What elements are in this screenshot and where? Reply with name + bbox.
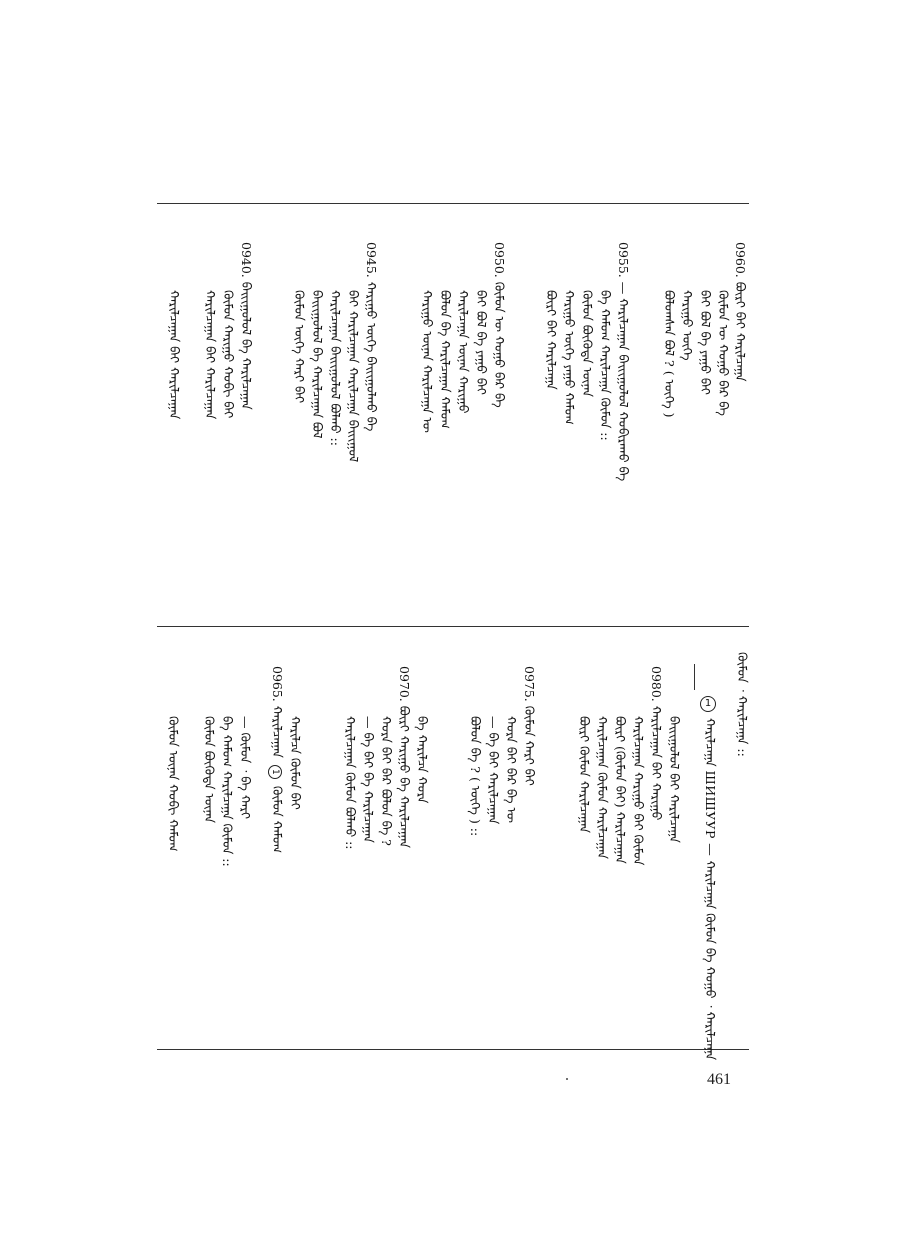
text-column: 0945. ᠬᠠᠷᠢᠭᠤ ᠦᠭᠡ ᠪᠠᠢᠢᠭᠤᠯᠬᠤ ᠪᠡ xyxy=(364,242,379,432)
text-column: ᠪᠡ ᠬᠠᠮᠤᠭ ᠬᠠᠷᠢᠯᠴᠠᠭᠠ ᠬᠦᠮᠦᠨ :: xyxy=(220,716,235,867)
text-column: 0970. ᠪᠦᠷᠢ ᠬᠠᠷᠢᠭᠤ ᠪᠡ ᠬᠠᠷᠢᠯᠴᠠᠭᠠᠨ xyxy=(397,666,412,848)
footnote-text: ᠬᠠᠷᠢᠯᠴᠠᠭᠠ ШИШУУР — ᠬᠠᠷᠢᠯᠴᠠᠭᠠ ᠬᠦᠮᠦᠨ ᠪᠡ ᠬᠤᠭᠤ ᠂ ᠬᠠᠷᠢᠯᠴᠠᠭᠠ xyxy=(703,718,718,1061)
text-column: ᠪᠣᠯᠤᠨ ᠪᠡ ᠬᠠᠷᠢᠯᠴᠠᠭᠠᠨ ᠬᠠᠮᠤᠭ xyxy=(438,290,453,429)
text-column: ᠬᠠᠷᠢᠯᠴᠠᠭᠠᠨ ᠬᠦᠮᠦᠨ ᠪᠣᠯᠬᠤ :: xyxy=(343,716,358,850)
text-column: ᠪᠠᠢ ᠪᠤᠯ ᠪᠡ ᠶᠠᠭᠤ ᠪᠠᠢ xyxy=(698,290,713,395)
text-column: — ᠪᠡ ᠪᠠᠢ ᠪᠡ ᠬᠠᠷᠢᠯᠴᠠᠭᠠᠨ xyxy=(361,716,376,843)
text-column: 0960. ᠪᠦᠷᠢ ᠪᠠᠢ ᠬᠠᠷᠢᠯᠴᠠᠭᠠ xyxy=(733,242,748,382)
text-column: ᠬᠦᠮᠦᠨ ᠦᠭᠡ ᠬᠠᠷᠢ ᠪᠠᠢ xyxy=(292,290,307,404)
text-column: ᠪᠣᠯᠤᠨ ᠪᠡ ? ( ᠦᠭᠡ ) :: xyxy=(468,716,483,837)
text-column: 0940. ᠪᠠᠢᠢᠭᠤᠯᠤᠯ ᠪᠡ ᠬᠠᠷᠢᠯᠴᠠᠭᠠᠨ xyxy=(239,242,254,410)
footnote-rule xyxy=(694,664,695,690)
text-column: ᠬᠦᠮᠦᠨ ᠪᠦᠭᠦᠳᠡ ᠦᠨᠡᠨ xyxy=(202,716,217,823)
text-column xyxy=(271,666,283,853)
text-column: ᠬᠠᠷᠢᠯᠴᠠᠭᠠᠨ ᠬᠠᠷᠢᠭᠤ ᠪᠠᠢ ᠬᠦᠮᠦᠨ xyxy=(631,716,646,866)
line-tail: ᠬᠦᠮᠦᠨ ᠬᠠᠮᠤᠭ xyxy=(270,785,285,854)
text-column: ᠬᠦᠮᠦᠨ ᠪᠦᠭᠦᠳᠡ ᠦᠨᠡᠨ xyxy=(580,290,595,397)
text-column: ᠬᠤᠷᠠ ᠪᠠᠢ ᠪᠡᠷ ᠪᠡ ᠦ xyxy=(504,716,519,823)
text-column: ᠬᠠᠷᠢᠯᠴᠠᠭᠠᠨ ᠪᠠᠢᠢᠭᠤᠯᠤᠯ ᠪᠣᠯᠬᠤ :: xyxy=(328,290,343,446)
text-column: ᠪᠠᠢᠢᠭᠤᠯᠤᠯ ᠪᠡ ᠬᠠᠷᠢᠯᠴᠠᠭᠠᠨ ᠪᠣᠯ xyxy=(310,290,325,439)
text-column: ᠪᠡ ᠬᠠᠮᠤᠭ ᠬᠠᠷᠢᠯᠴᠠᠭᠠ ᠬᠦᠮᠦᠨ :: xyxy=(598,290,613,441)
bottom-rule xyxy=(157,1049,749,1050)
text-column: ᠬᠠᠷᠢᠯᠴᠠᠭᠠᠨ ᠪᠠᠢ ᠬᠠᠷᠢᠯᠴᠠᠭᠠᠨ xyxy=(167,290,182,420)
text-column: ᠬᠠᠷᠢᠭᠤ ᠦᠨᠡᠨ ᠬᠠᠷᠢᠯᠴᠠᠭᠠ ᠦ xyxy=(420,290,435,433)
text-column: — ᠬᠦᠮᠦᠨ ᠂ ᠪᠡ ᠬᠠᠷᠢ xyxy=(238,716,253,820)
text-column: ᠬᠠᠷᠢᠯᠴᠠ ᠬᠦᠮᠦᠨ ᠪᠠᠢ xyxy=(288,716,303,810)
text-column: ᠪᠡ ᠬᠠᠷᠢᠯᠴᠠ ᠬᠤᠷᠠ xyxy=(415,716,430,804)
text-column: ᠬᠦᠮᠦᠨ ᠬᠠᠷᠢᠭᠤ ᠬᠤᠪᠢ ᠪᠠᠢ xyxy=(221,290,236,419)
text-column: ᠪᠣᠯᠤᠭᠰᠠᠨ ᠪᠤᠯ ? ( ᠦᠭᠡ ) xyxy=(662,290,677,418)
text-column: 0975. ᠬᠦᠮᠦᠨ ᠬᠠᠷᠢ ᠪᠠᠢ xyxy=(522,666,537,786)
footnote-marker: 1 xyxy=(700,696,716,712)
text-column: ᠪᠠᠢ ᠪᠤᠯ ᠪᠡ ᠶᠠᠭᠤ ᠪᠠᠢ xyxy=(474,290,489,395)
text-column: 0980. ᠬᠠᠷᠢᠯᠴᠠᠭᠠᠨ ᠪᠠᠢ ᠬᠠᠷᠢᠭᠤ xyxy=(649,666,664,821)
footnote-ref-marker: 1 xyxy=(268,765,282,779)
text-column: ᠬᠦᠮᠦᠨ ᠦ ᠬᠤᠭᠤ ᠪᠡᠷ ᠪᠡ xyxy=(716,290,731,416)
text-column: ᠪᠦᠷᠢ (ᠬᠦᠮᠦᠨ ᠪᠠᠢ) ᠬᠠᠷᠢᠯᠴᠠᠭᠠᠨ xyxy=(613,716,628,864)
text-column: ᠪᠦᠷᠢ ᠬᠦᠮᠦᠨ ᠬᠠᠷᠢᠯᠴᠠᠭᠠᠨ xyxy=(577,716,592,833)
text-column: ᠬᠠᠷᠢᠯᠴᠠᠭᠠᠨ ᠬᠦᠮᠦᠨ ᠬᠠᠷᠢᠯᠴᠠᠭᠠᠨ xyxy=(595,716,610,860)
middle-rule xyxy=(157,626,749,627)
text-column: 0955. — ᠬᠠᠷᠢᠯᠴᠠᠭᠠᠨ ᠪᠠᠢᠢᠭᠤᠯᠤᠯ ᠬᠤᠪᠢᠷᠠᠬᠤ ᠪᠡ xyxy=(616,242,631,482)
text-column: ᠪᠠᠢ ᠬᠠᠷᠢᠯᠴᠠᠭᠠᠨ ᠬᠠᠷᠢᠯᠴᠠᠭᠠ ᠪᠠᠢᠢᠭᠤᠯ xyxy=(346,290,361,463)
text-column: ᠬᠠᠷᠢᠯᠴᠠᠭᠠᠨ ᠪᠠᠢ ᠬᠠᠷᠢᠯᠴᠠᠭᠠᠨ xyxy=(203,290,218,420)
text-column: 0950. ᠬᠦᠮᠦᠨ ᠦ ᠬᠤᠭᠤ ᠪᠡᠷ ᠪᠡ xyxy=(492,242,507,408)
text-column: ᠪᠦᠷᠢ ᠪᠠᠢ ᠬᠠᠷᠢᠯᠴᠠᠭᠠ xyxy=(544,290,559,390)
text-column: ᠬᠦᠮᠦᠨ ᠦᠨᠡᠨ ᠬᠤᠪᠢ ᠬᠠᠮᠤᠭ xyxy=(166,716,181,852)
line-text: 0965. ᠬᠠᠷᠢᠯᠴᠠᠭᠠᠨ xyxy=(270,666,285,758)
text-column: ᠬᠠᠷᠢᠭᠤ ᠦᠭᠡ ᠶᠠᠭᠤ ᠬᠠᠮᠤᠭ xyxy=(562,290,577,425)
text-column: ᠬᠤᠷᠠ ᠪᠠᠢ ᠪᠡᠷ ᠪᠣᠯᠤᠨ ᠪᠡ ? xyxy=(379,716,394,846)
text-column: ᠬᠠᠷᠢᠭᠤ ᠦᠭᠡ xyxy=(680,290,695,361)
page-number: 461 xyxy=(707,1071,731,1088)
text-column: — ᠪᠡ ᠪᠠᠢ ᠬᠠᠷᠢᠯᠴᠠᠭᠠᠨ xyxy=(486,716,501,825)
footnote-line: ᠬᠦᠮᠦᠨ ᠂ ᠬᠠᠷᠢᠯᠴᠠᠭᠠ :: xyxy=(735,652,750,757)
stray-dot xyxy=(566,1078,568,1080)
text-column: ᠪᠠᠢᠢᠭᠤᠯᠤᠯ ᠪᠠᠢ ᠬᠠᠷᠢᠯᠴᠠᠭᠠ xyxy=(667,716,682,843)
top-rule xyxy=(157,203,749,204)
text-column: ᠬᠠᠷᠢᠯᠴᠠᠭᠠ ᠦᠨᠡᠨ ᠬᠠᠷᠢᠭᠤ xyxy=(456,290,471,414)
